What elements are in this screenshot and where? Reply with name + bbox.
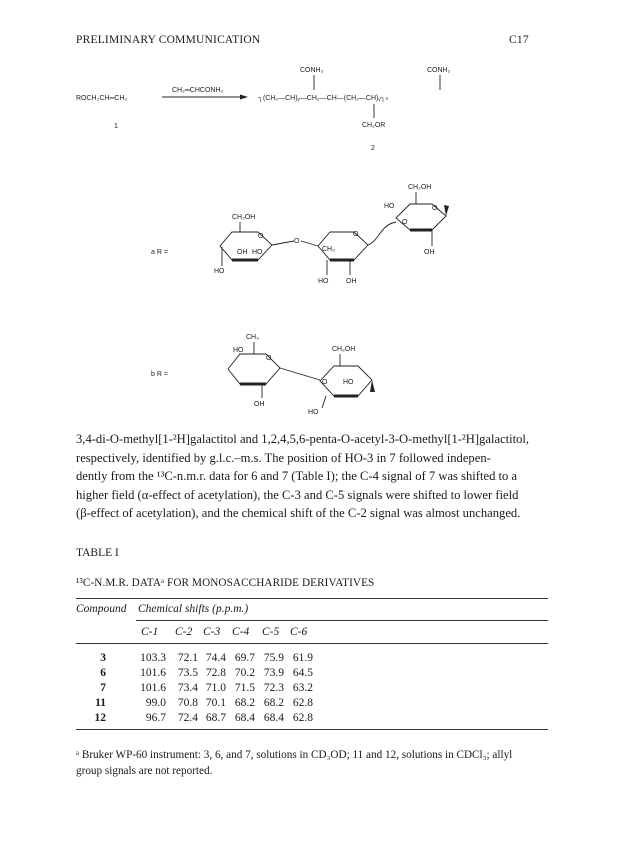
shift-value: 62.8 [292, 712, 313, 724]
table-top-rule [76, 598, 548, 599]
col-header-c4: C-4 [232, 626, 250, 638]
polymer-chain: ┐(CH₂—CH)ᵧ—CH₂—CH—(CH₂—CH)ᵧ┐ₙ [258, 95, 389, 102]
glycosidic-oxygen-1: O [294, 238, 300, 245]
ring-a2-oxygen: O [353, 231, 359, 238]
shift-value: 64.5 [292, 667, 313, 679]
paragraph-line: 3,4-di-O-methyl[1-²H]galactitol and 1,2,4,5,6-penta-O-acetyl-3-O-methyl[1-²H]galactitol, [76, 432, 530, 446]
ring-b1-ch3: CH₃ [246, 334, 259, 341]
ring-a3-oxygen-2: O [402, 219, 408, 226]
shift-value: 101.6 [140, 667, 166, 679]
shift-value: 61.9 [292, 652, 313, 664]
glycosidic-link-b [280, 368, 320, 380]
shift-value: 69.7 [234, 652, 255, 664]
reactant-formula: ROCH₂CH═CH₂ [76, 95, 128, 102]
ring-a1-ho: HO [252, 249, 263, 256]
paragraph-line: higher field (α-effect of acetylation), the C-3 and C-5 signals were shifted to lower field [76, 487, 519, 502]
chemical-structures-figure [0, 0, 624, 430]
shift-value: 68.4 [234, 712, 255, 724]
shift-value: 68.2 [263, 697, 284, 709]
col-header-c5: C-5 [262, 626, 280, 638]
shifts-header-rule [136, 620, 548, 621]
paragraph-line: dently from the ¹³C-n.m.r. data for 6 and 7 (Table I); the C-4 signal of 7 was shifted to a [76, 469, 518, 483]
compound-number: 11 [95, 697, 106, 709]
body-paragraph [76, 430, 550, 523]
amide-group-right: CONH₂ [427, 67, 451, 74]
shift-value: 62.8 [292, 697, 313, 709]
shift-value: 75.9 [263, 652, 284, 664]
ring-b1-oh: OH [254, 401, 265, 408]
reaction-scheme [76, 67, 451, 152]
col-header-c2: C-2 [175, 626, 193, 638]
shift-value: 68.4 [263, 712, 284, 724]
table-label: TABLE I [76, 547, 119, 559]
reactant-number: 1 [114, 123, 118, 130]
shift-value: 72.4 [177, 712, 198, 724]
shift-value: 73.9 [263, 667, 284, 679]
reaction-arrowhead [240, 95, 248, 100]
page-number: C17 [509, 34, 529, 46]
shift-value: 68.2 [234, 697, 255, 709]
ring-a1-oxygen: O [258, 233, 264, 240]
shift-value: 72.1 [177, 652, 198, 664]
ring-a2-ch3: CH₃ [322, 246, 335, 253]
paragraph-line: respectively, identified by g.l.c.–m.s. The position of HO-3 in 7 followed indepen- [76, 450, 491, 465]
compound-number: 7 [100, 682, 106, 694]
shift-value: 71.0 [205, 682, 226, 694]
shift-value: 70.2 [234, 667, 255, 679]
shift-value: 63.2 [292, 682, 313, 694]
ring-a3-ho: HO [384, 203, 395, 210]
shift-value: 72.8 [205, 667, 226, 679]
shift-value: 68.7 [205, 712, 226, 724]
table-bottom-rule [76, 729, 548, 730]
shifts-column-header: Chemical shifts (p.p.m.) [138, 603, 249, 615]
ring-b2-ho-lower: HO [308, 409, 319, 416]
ring-b1-ho: HO [233, 347, 244, 354]
structure-b-label: b R = [151, 371, 168, 378]
footnote-line: ᵃ Bruker WP-60 instrument: 3, 6, and 7, solutions in CD₃OD; 11 and 12, solutions in CDCl₃; allyl [76, 749, 513, 761]
ring-b2-oxygen: O [322, 379, 328, 386]
ring-a2-ho: HO [318, 278, 329, 285]
shift-value: 74.4 [205, 652, 226, 664]
ring-a2-oh: OH [346, 278, 357, 285]
shift-value: 70.1 [205, 697, 226, 709]
reagent-formula: CH₂═CHCONH₂ [172, 87, 224, 94]
ring-a3-oh: OH [424, 249, 435, 256]
structure-b [151, 334, 375, 416]
shift-value: 96.7 [145, 712, 166, 724]
paragraph-line: (β-effect of acetylation), and the chemical shift of the C-2 signal was almost unchanged. [76, 506, 521, 520]
table-footnote [76, 747, 556, 779]
shift-value: 72.3 [263, 682, 284, 694]
glycosidic-link-2 [368, 222, 396, 245]
table-caption: ¹³C-N.M.R. DATAᵃ FOR MONOSACCHARIDE DERIVATIVES [76, 577, 375, 589]
col-header-c6: C-6 [290, 626, 308, 638]
shift-value: 71.5 [234, 682, 255, 694]
compound-number: 6 [100, 667, 106, 679]
pyranose-ring-b1 [228, 354, 280, 384]
amide-group-left: CONH₂ [300, 67, 324, 74]
ring-a1-oh: OH [237, 249, 248, 256]
pyranose-ring-a3 [396, 204, 446, 230]
polymer-side-chain: CH₂OR [362, 122, 386, 129]
structure-a-label: a R = [151, 249, 168, 256]
running-header: PRELIMINARY COMMUNICATION [76, 34, 261, 46]
compound-column-header: Compound [76, 603, 127, 615]
shift-value: 103.3 [140, 652, 166, 664]
product-number: 2 [371, 145, 375, 152]
ring-b2-ho: HO [343, 379, 354, 386]
shift-value: 73.5 [177, 667, 198, 679]
shift-value: 70.8 [177, 697, 198, 709]
ring-a1-ho-lower: HO [214, 268, 225, 275]
ring-b1-oxygen: O [266, 355, 272, 362]
col-header-c3: C-3 [203, 626, 221, 638]
table-header-bottom-rule [76, 643, 548, 644]
footnote-line: group signals are not reported. [76, 765, 213, 777]
ring-a3-oxygen: O [432, 205, 438, 212]
col-header-c1: C-1 [141, 626, 159, 638]
shift-value: 101.6 [140, 682, 166, 694]
ring-b2-ch2oh: CH₂OH [332, 346, 356, 353]
compound-number: 12 [94, 712, 106, 724]
compound-number: 3 [100, 652, 106, 664]
shift-value: 99.0 [145, 697, 166, 709]
structure-a [151, 184, 449, 285]
ring-a1-ch2oh: CH₂OH [232, 214, 256, 221]
ring-a3-ch2oh: CH₂OH [408, 184, 432, 191]
shift-value: 73.4 [177, 682, 198, 694]
